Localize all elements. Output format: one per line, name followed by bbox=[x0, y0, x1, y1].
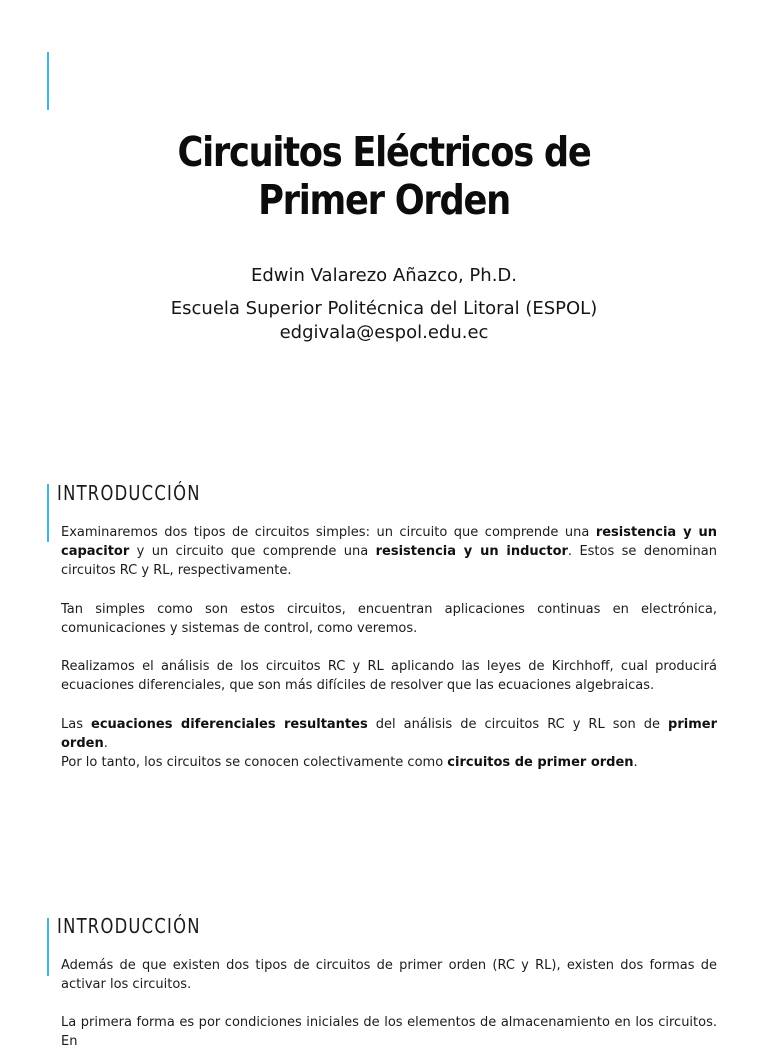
intro-paragraph-3: Realizamos el análisis de los circuitos RC y RL aplicando las leyes de Kirchhoff, cual producirá ecuaciones diferenciales, que son más difíciles de resolver que las ecuaciones algebraicas. bbox=[61, 659, 717, 693]
title-line-2: Primer Orden bbox=[258, 176, 510, 224]
institution: Escuela Superior Politécnica del Litoral (ESPOL) bbox=[170, 298, 598, 319]
intro-paragraph-1: Examinaremos dos tipos de circuitos simples: un circuito que comprende una resistencia y un capacitor y un circuito que comprende una resistencia y un inductor. Estos se denominan circuitos RC y RL, respectivamente. bbox=[61, 525, 717, 578]
intro2-accent-bar bbox=[47, 918, 49, 976]
title-line-1: Circuitos Eléctricos de bbox=[177, 128, 591, 176]
section-heading-2: INTRODUCCIÓN bbox=[57, 914, 201, 938]
author-name: Edwin Valarezo Añazco, Ph.D. bbox=[250, 265, 517, 286]
intro2-paragraph-1: Además de que existen dos tipos de circuitos de primer orden (RC y RL), existen dos formas de activar los circuitos. bbox=[61, 958, 717, 992]
section-heading: INTRODUCCIÓN bbox=[57, 481, 201, 505]
intro-paragraph-2: Tan simples como son estos circuitos, encuentran aplicaciones continuas en electrónica, comunicaciones y sistemas de control, como veremos. bbox=[61, 602, 717, 636]
intro2-paragraph-2: La primera forma es por condiciones iniciales de los elementos de almacenamiento en los circuitos. En bbox=[61, 1015, 717, 1049]
presentation-title bbox=[54, 128, 714, 224]
title-accent-bar bbox=[47, 52, 49, 110]
author-email: edgivala@espol.edu.ec bbox=[279, 322, 489, 343]
intro-paragraph-5: Por lo tanto, los circuitos se conocen colectivamente como circuitos de primer orden. bbox=[61, 755, 638, 770]
intro-paragraph-4: Las ecuaciones diferenciales resultantes del análisis de circuitos RC y RL son de primer orden. bbox=[61, 717, 717, 751]
intro-accent-bar bbox=[47, 484, 49, 542]
